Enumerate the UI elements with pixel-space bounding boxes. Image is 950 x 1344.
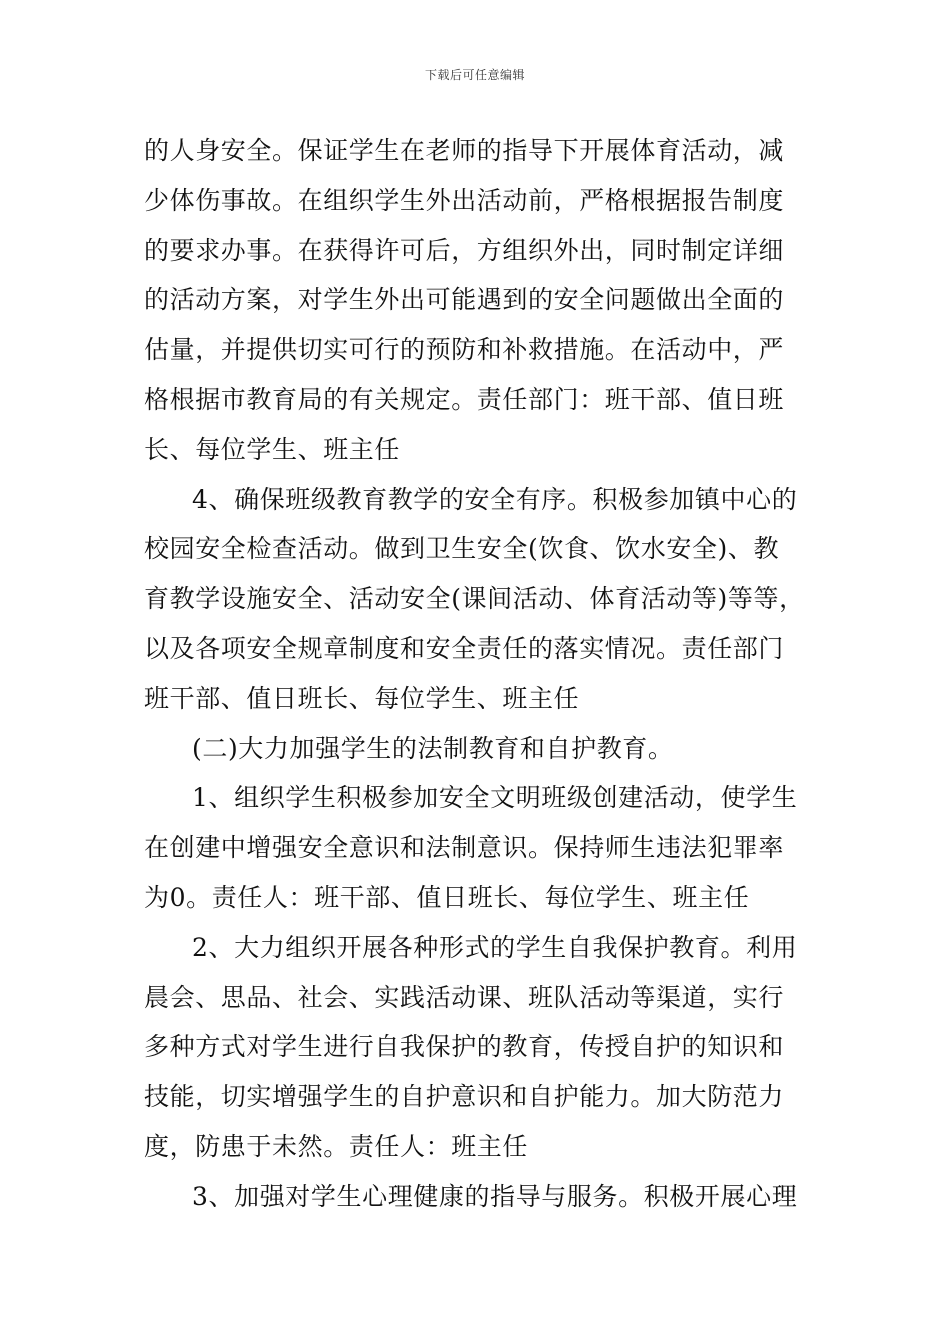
text-line: 的人身安全。保证学生在老师的指导下开展体育活动，减 [144,136,785,165]
page-header-note: 下载后可任意编辑 [424,68,525,82]
document-body [144,126,812,1222]
paragraph-start-line: 4、确保班级教育教学的安全有序。积极参加镇中心的 [192,484,798,514]
text-line: 估量，并提供切实可行的预防和补救措施。在活动中，严 [144,335,785,365]
text-line: 长、每位学生、班主任 [144,434,401,464]
paragraph-start-line: 3、加强对学生心理健康的指导与服务。积极开展心理 [192,1181,798,1211]
text-line: 的要求办事。在获得许可后，方组织外出，同时制定详细 [144,235,785,265]
paragraph-start-line: 1、组织学生积极参加安全文明班级创建活动，使学生 [192,783,798,813]
text-line: 为0。责任人：班干部、值日班长、每位学生、班主任 [144,882,750,912]
text-line: 格根据市教育局的有关规定。责任部门：班干部、值日班 [144,384,785,414]
text-line: 晨会、思品、社会、实践活动课、班队活动等渠道，实行 [144,982,785,1012]
text-line: 度，防患于未然。责任人：班主任 [144,1131,529,1161]
section-heading: (二)大力加强学生的法制教育和自护教育。 [192,733,674,763]
text-line: 多种方式对学生进行自我保护的教育，传授自护的知识和 [144,1032,785,1062]
text-line: 的活动方案，对学生外出可能遇到的安全问题做出全面的 [144,285,785,315]
text-line: 少体伤事故。在组织学生外出活动前，严格根据报告制度 [144,185,785,215]
text-line: 技能，切实增强学生的自护意识和自护能力。加大防范力 [144,1082,785,1112]
text-line: 以及各项安全规章制度和安全责任的落实情况。责任部门 [144,633,785,663]
text-line: 在创建中增强安全意识和法制意识。保持师生违法犯罪率 [144,833,785,863]
text-line: 校园安全检查活动。做到卫生安全(饮食、饮水安全)、教 [144,534,780,564]
paragraph-start-line: 2、大力组织开展各种形式的学生自我保护教育。利用 [192,932,798,962]
text-line: 育教学设施安全、活动安全(课间活动、体育活动等)等等， [144,584,805,614]
text-line: 班干部、值日班长、每位学生、班主任 [144,683,580,713]
